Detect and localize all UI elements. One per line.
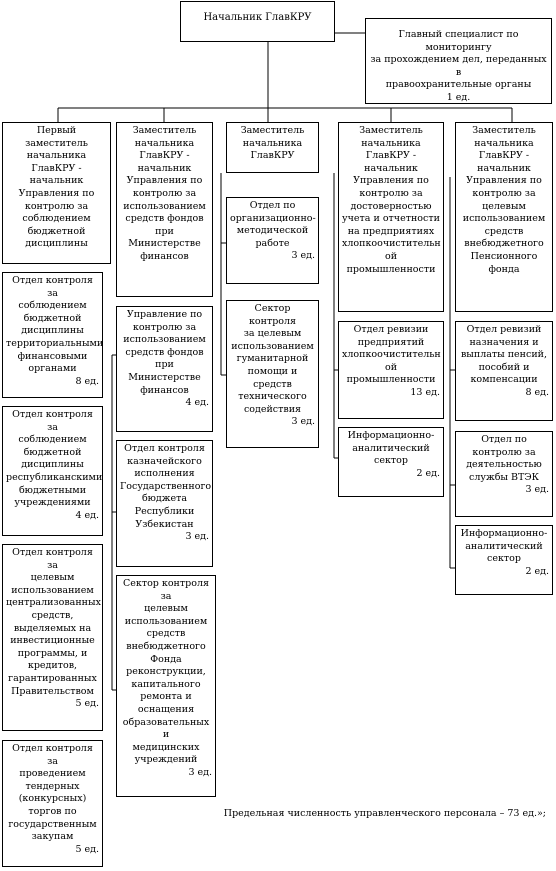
deputy-head-5: Заместитель начальника ГлавКРУ - начальник Управления по контролю за целевым использованием средств внебюджетного Пенсионного фонда [455, 122, 553, 312]
specialist-count: 1 ед. [446, 91, 471, 103]
unit-box: Отдел по организационно- методической работе 3 ед. [226, 197, 319, 284]
unit-box: Информационно- аналитический сектор 2 ед. [455, 525, 553, 595]
unit-box: Отдел контроля казначейского исполнения Государственного бюджета Республики Узбекистан 3 ед. [116, 440, 213, 567]
unit-box: Отдел контроля за соблюдением бюджетной дисциплины территориальными финансовыми органами 8 ед. [2, 272, 103, 398]
deputy-head-2: Заместитель начальника ГлавКРУ - начальник Управления по контролю за использованием средств фондов при Министерстве финансов [116, 122, 213, 297]
unit-box: Отдел по контролю за деятельностью службы ВТЭК 3 ед. [455, 431, 553, 517]
chief-specialist-box [365, 18, 552, 104]
unit-box: Отдел ревизии предприятий хлопкоочистительн ой промышленности 13 ед. [338, 321, 444, 419]
specialist-title: Главный специалист по мониторингу за прохождением дел, переданных в правоохранительные органы [370, 29, 547, 91]
deputy-head-4: Заместитель начальника ГлавКРУ - начальник Управления по контролю за достоверностью учета и отчетности на предприятиях хлопкоочистительн ой промышленности [338, 122, 444, 312]
chief-title: Начальник ГлавКРУ [203, 12, 312, 23]
unit-box: Отдел контроля за проведением тендерных (конкурсных) торгов по государственным закупам 5 ед. [2, 740, 103, 867]
unit-box: Сектор контроля за целевым использованием гуманитарной помощи и средств технического содействия 3 ед. [226, 300, 319, 448]
staff-limit-note: Предельная численность управленческого персонала – 73 ед.»; [223, 808, 546, 819]
chief-box [180, 1, 335, 42]
unit-box: Отдел контроля за соблюдением бюджетной дисциплины республиканскими бюджетными учреждениями 4 ед. [2, 406, 103, 536]
unit-box: Управление по контролю за использованием средств фондов при Министерстве финансов 4 ед. [116, 306, 213, 432]
unit-box: Отдел ревизий назначения и выплаты пенсий, пособий и компенсации 8 ед. [455, 321, 553, 421]
unit-box: Информационно- аналитический сектор 2 ед. [338, 427, 444, 497]
deputy-head-3: Заместитель начальника ГлавКРУ [226, 122, 319, 173]
unit-box: Сектор контроля за целевым использованием средств внебюджетного Фонда реконструкции, капитального ремонта и оснащения образовательных и медицинских учреждений 3 ед. [116, 575, 216, 797]
deputy-head-1: Первый заместитель начальника ГлавКРУ - начальник Управления по контролю за соблюдением бюджетной дисциплины [2, 122, 111, 264]
unit-box: Отдел контроля за целевым использованием централизованных средств, выделяемых на инвестиционные программы, и кредитов, гарантированных Правительством 5 ед. [2, 544, 103, 731]
